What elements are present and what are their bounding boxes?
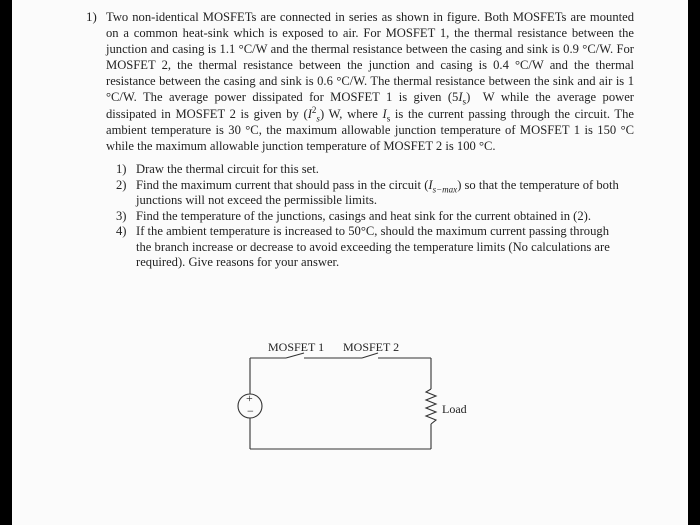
mosfet1-label: MOSFET 1 bbox=[268, 340, 325, 354]
mosfet2-label: MOSFET 2 bbox=[343, 340, 400, 354]
question-number: 1) bbox=[86, 9, 97, 24]
load-resistor-icon bbox=[426, 389, 436, 424]
subquestion-1: 1) Draw the thermal circuit for this set. bbox=[116, 162, 319, 176]
document-page bbox=[12, 0, 688, 525]
source-plus-sign: + bbox=[246, 391, 253, 405]
source-minus-sign: − bbox=[247, 404, 254, 418]
subquestion-2: 2) Find the maximum current that should pass in the circuit $(I_{s-max})$ so that the temperature of both junctions will not exceed the permissible limits. bbox=[116, 177, 619, 207]
problem-paragraph: Two non-identical MOSFETs are connected in series as shown in figure. Both MOSFETs are mounted on a common heat-sink which is exposed to air. For MOSFET 1, the thermal resistance between the junction and casing is 1.1 °C/W and the thermal resistance between the casing and sink is 0.9 °C/W. For MOSFET 2, the thermal resistance between the junction and casing is 0.4 °C/W and the thermal resistance between the casing and sink is 0.6 °C/W. The thermal resistance between the sink and air is 1 °C/W. The average power dissipated for MOSFET 1 is given $(5I_s)$ W while the average power dissipated in MOSFET 2 is given by $(I^2_s)$ W, where $I_s$ is the current passing through the circuit. The ambient temperature is 30 °C, the maximum allowable junction temperature of MOSFET 1 is 150 °C while the maximum allowable junction temperature of MOSFET 2 is 100 °C. bbox=[106, 10, 638, 153]
subquestion-3: 3) Find the temperature of the junctions, casings and heat sink for the current obtained in (2). bbox=[116, 208, 591, 223]
subquestion-4: 4) If the ambient temperature is increased to 50°C, should the maximum current passing through the branch increase or decrease to avoid exceeding the temperature limits (No calculations are required). Give reasons for your answer. bbox=[116, 224, 610, 269]
circuit-figure bbox=[12, 0, 688, 525]
load-label: Load bbox=[442, 402, 467, 416]
